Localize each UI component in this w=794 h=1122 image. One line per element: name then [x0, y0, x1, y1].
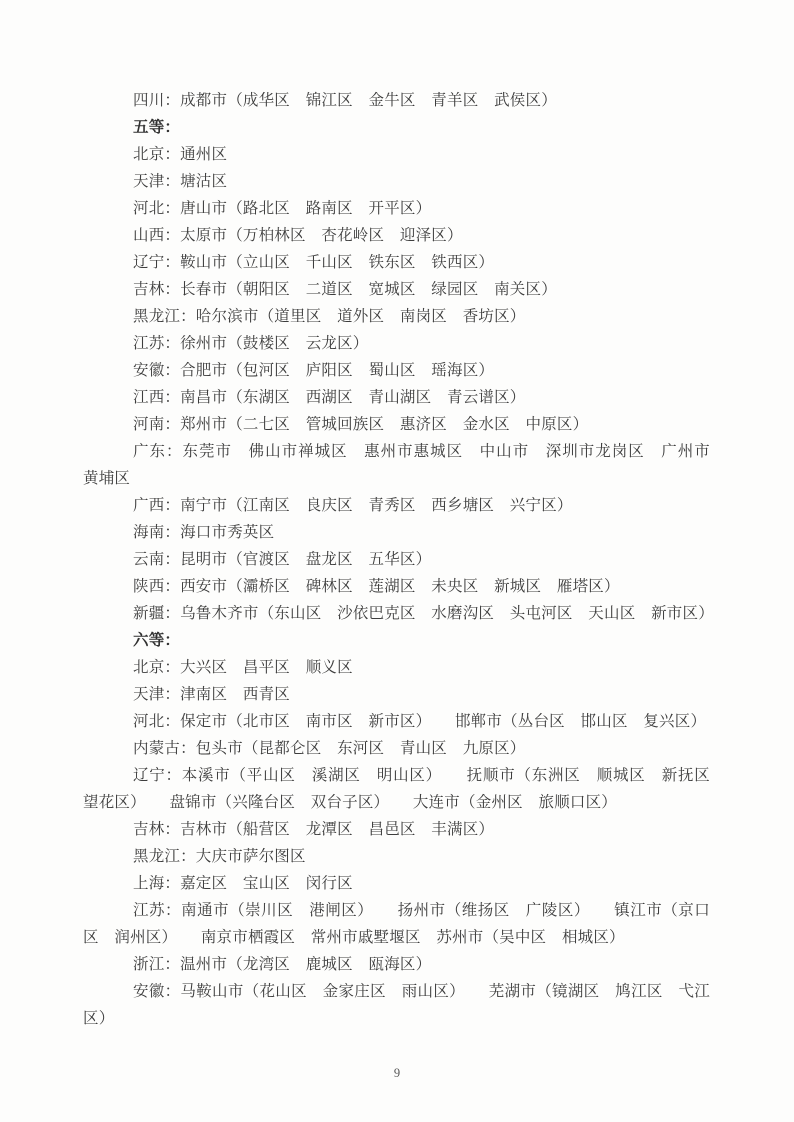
- province-entry: 山西：太原市（万柏林区 杏花岭区 迎泽区）: [133, 227, 463, 244]
- province-entry: 江西：南昌市（东湖区 西湖区 青山湖区 青云谱区）: [133, 389, 526, 406]
- province-entry: 安徽：合肥市（包河区 庐阳区 蜀山区 瑶海区）: [133, 362, 495, 379]
- province-entry: 云南：昆明市（官渡区 盘龙区 五华区）: [133, 551, 432, 568]
- province-entry: 黑龙江：大庆市萨尔图区: [133, 848, 306, 865]
- province-entry: 浙江：温州市（龙湾区 鹿城区 瓯海区）: [133, 956, 432, 973]
- province-entry: 北京：大兴区 昌平区 顺义区: [133, 659, 353, 676]
- province-entry: 安徽：马鞍山市（花山区 金家庄区 雨山区） 芜湖市（镜湖区 鸠江区 弋江区）: [83, 983, 710, 1027]
- province-entry: 四川：成都市（成华区 锦江区 金牛区 青羊区 武侯区）: [133, 92, 557, 109]
- province-entry: 天津：津南区 西青区: [133, 686, 291, 703]
- province-entry: 北京：通州区: [133, 146, 228, 163]
- tier-heading: 六等：: [133, 632, 181, 649]
- province-entry: 辽宁：鞍山市（立山区 千山区 铁东区 铁西区）: [133, 254, 495, 271]
- document-body: [83, 87, 726, 1032]
- province-entry: 黑龙江：哈尔滨市（道里区 道外区 南岗区 香坊区）: [133, 308, 526, 325]
- page-number: 9: [393, 1066, 401, 1080]
- province-entry: 广东：东莞市 佛山市禅城区 惠州市惠城区 中山市 深圳市龙岗区 广州市 黄埔区: [83, 443, 726, 487]
- province-entry: 海南：海口市秀英区: [133, 524, 275, 541]
- province-entry: 陕西：西安市（灞桥区 碑林区 莲湖区 未央区 新城区 雁塔区）: [133, 578, 620, 595]
- province-entry: 吉林：吉林市（船营区 龙潭区 昌邑区 丰满区）: [133, 821, 495, 838]
- province-entry: 河北：保定市（北市区 南市区 新市区） 邯郸市（丛台区 邯山区 复兴区）: [133, 713, 707, 730]
- tier-heading: 五等：: [133, 119, 181, 136]
- province-entry: 江苏：徐州市（鼓楼区 云龙区）: [133, 335, 369, 352]
- province-entry: 上海：嘉定区 宝山区 闵行区: [133, 875, 353, 892]
- province-entry: 江苏：南通市（崇川区 港闸区） 扬州市（维扬区 广陵区） 镇江市（京口区 润州区） 南京市栖霞区 常州市戚墅堰区 苏州市（吴中区 相城区）: [83, 902, 710, 946]
- province-entry: 广西：南宁市（江南区 良庆区 青秀区 西乡塘区 兴宁区）: [133, 497, 573, 514]
- province-entry: 吉林：长春市（朝阳区 二道区 宽城区 绿园区 南关区）: [133, 281, 557, 298]
- province-entry: 河北：唐山市（路北区 路南区 开平区）: [133, 200, 432, 217]
- province-entry: 新疆：乌鲁木齐市（东山区 沙依巴克区 水磨沟区 头屯河区 天山区 新市区）: [133, 605, 714, 622]
- province-entry: 天津：塘沽区: [133, 173, 228, 190]
- province-entry: 内蒙古：包头市（昆都仑区 东河区 青山区 九原区）: [133, 740, 526, 757]
- province-entry: 辽宁：本溪市（平山区 溪湖区 明山区） 抚顺市（东洲区 顺城区 新抚区 望花区） 盘锦市（兴隆台区 双台子区） 大连市（金州区 旅顺口区）: [83, 767, 726, 811]
- page-footer: [0, 1064, 794, 1082]
- province-entry: 河南：郑州市（二七区 管城回族区 惠济区 金水区 中原区）: [133, 416, 589, 433]
